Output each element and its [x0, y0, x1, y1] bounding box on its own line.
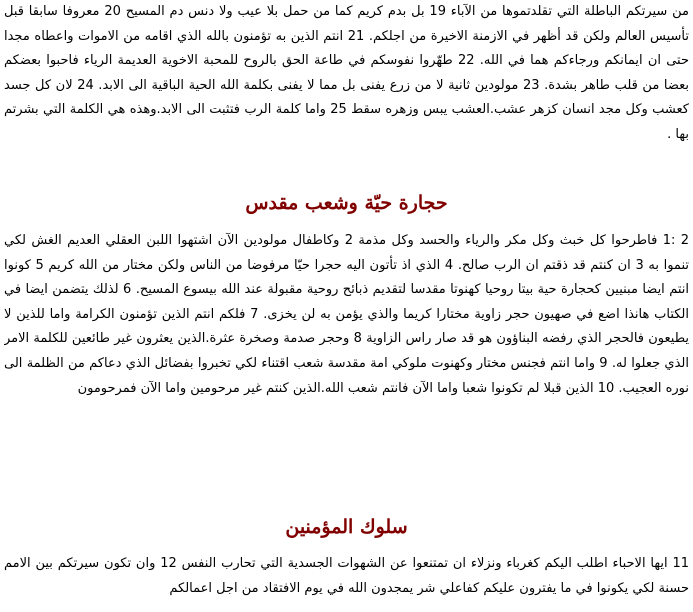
document-page	[4, 0, 689, 612]
section-heading-living-stones: حجارة حيّة وشعب مقدس	[245, 192, 448, 214]
paragraph-chapter-2-verses-1-10: 2 :1 فاطرحوا كل خبث وكل مكر والرياء والحسد وكل مذمة 2 وكاطفال مولودين الآن اشتهوا اللبن العقلي العديم الغش لكي تنموا به 3 ان كنتم قد ذقتم ان الرب صالح. 4 الذي اذ تأتون اليه حجرا حيّا مرفوضا من الناس ولكن مختار من الله كريم 5 كونوا انتم ايضا مبنيين كحجارة حية بيتا روحيا كهنوتا مقدسا لتقديم ذبائح روحية مقبولة عند الله بيسوع المسيح. 6 لذلك يتضمن ايضا في الكتاب هانذا اضع في صهيون حجر زاوية مختارا كريما والذي يؤمن به لن يخزى. 7 فلكم انتم الذين تؤمنون الكرامة واما للذين لا يطيعون فالحجر الذي رفضه البناؤون هو قد صار راس الزاوية 8 وحجر صدمة وصخرة عثرة.الذين يعثرون غير طائعين للكلمة الامر الذي جعلوا له. 9 واما انتم فجنس مختار وكهنوت ملوكي امة مقدسة شعب اقتناء لكي تخبروا بفضائل الذي دعاكم من الظلمة الى نوره العجيب. 10 الذين قبلا لم تكونوا شعبا واما الآن فانتم شعب الله.الذين كنتم غير مرحومين واما الآن فمرحومون	[4, 233, 689, 396]
section-heading-conduct-of-believers: سلوك المؤمنين	[285, 516, 408, 538]
paragraph-verses-19-25: من سيرتكم الباطلة التي تقلدتموها من الآباء 19 بل بدم كريم كما من حمل بلا عيب ولا دنس دم المسيح 20 معروفا سابقا قبل تأسيس العالم ولكن قد أظهر في الازمنة الاخيرة من اجلكم. 21 انتم الذين به تؤمنون بالله الذي اقامه من الاموات واعطاه مجدا حتى ان ايمانكم ورجاءكم هما في الله. 22 طهّروا نفوسكم في طاعة الحق بالروح للمحبة الاخوية العديمة الرياء فاحبوا بعضكم بعضا من قلب طاهر بشدة. 23 مولودين ثانية لا من زرع يفنى بل مما لا يفنى بكلمة الله الحية الباقية الى الابد. 24 لان كل جسد كعشب وكل مجد انسان كزهر عشب.العشب يبس وزهره سقط 25 واما كلمة الرب فتثبت الى الابد.وهذه هي الكلمة التي بشرتم بها .	[4, 4, 689, 142]
paragraph-verses-11-12: 11 ايها الاحباء اطلب اليكم كغرباء ونزلاء ان تمتنعوا عن الشهوات الجسدية التي تحارب النفس 12 وان تكون سيرتكم بين الامم حسنة لكي يكونوا في ما يفترون عليكم كفاعلي شر يمجدون الله في يوم الافتقاد من اجل اعمالكم	[4, 556, 689, 596]
